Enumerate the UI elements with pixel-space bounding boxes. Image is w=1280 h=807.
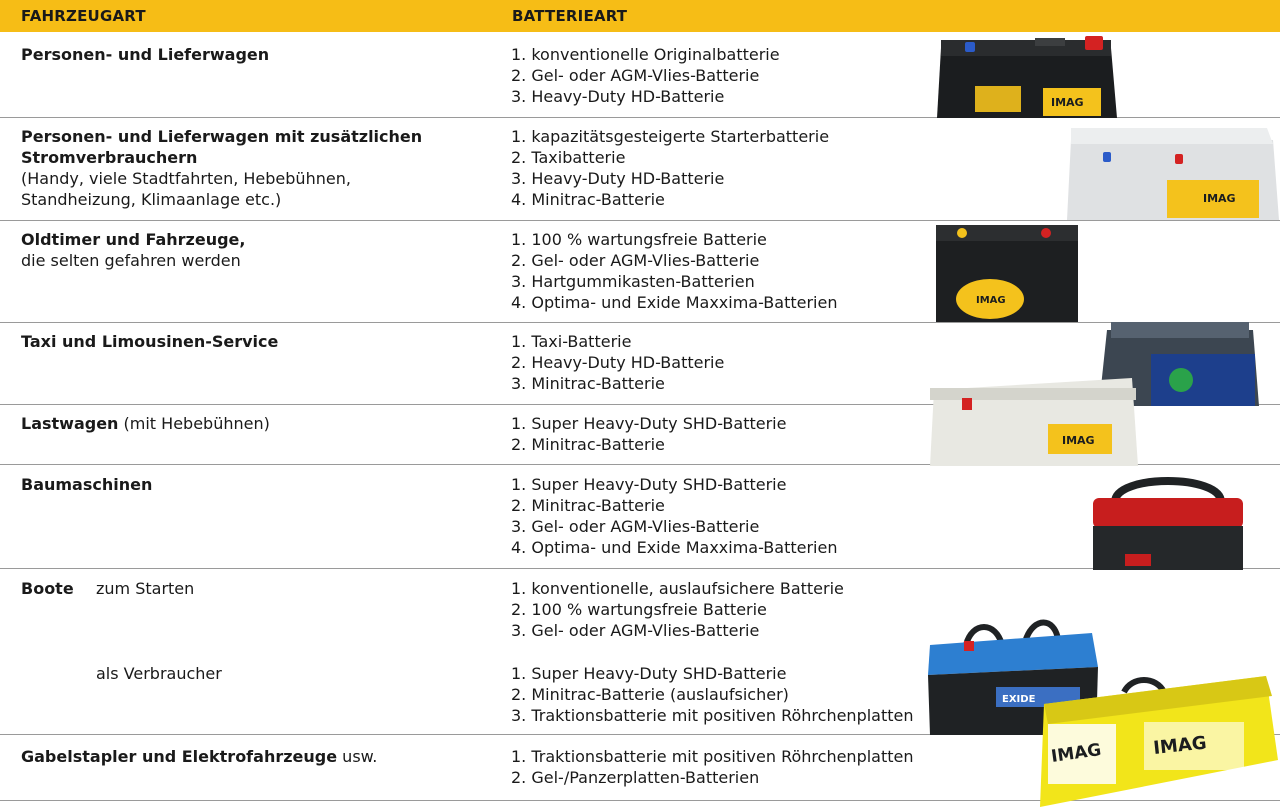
list-item: 4. Optima- und Exide Maxxima-Batterien xyxy=(511,293,838,312)
list-item: 1. Taxi-Batterie xyxy=(511,332,632,351)
table-header xyxy=(0,0,1280,32)
battery-type-cell xyxy=(511,44,780,107)
row-subcategory: zum Starten xyxy=(96,579,195,598)
battery-type-cell xyxy=(511,413,786,455)
row-description: Standheizung, Klimaanlage etc.) xyxy=(21,190,282,209)
car-battery-image xyxy=(935,30,1120,118)
list-item: 3. Heavy-Duty HD-Batterie xyxy=(511,169,725,188)
list-item: 2. Minitrac-Batterie (auslaufsicher) xyxy=(511,685,789,704)
battery-type-cell xyxy=(511,474,837,558)
list-item: 1. Super Heavy-Duty SHD-Batterie xyxy=(511,414,787,433)
list-item: 2. Taxibatterie xyxy=(511,148,626,167)
brand-logo: IMAG xyxy=(1203,192,1236,205)
list-item: 1. kapazitätsgesteigerte Starterbatterie xyxy=(511,127,830,146)
vehicle-type-cell xyxy=(21,578,491,599)
row-title: Stromverbrauchern xyxy=(21,148,198,167)
vehicle-type-cell xyxy=(21,331,491,352)
brand-logo: IMAG xyxy=(1051,96,1084,109)
list-item: 2. Gel- oder AGM-Vlies-Batterie xyxy=(511,251,760,270)
list-item: 2. Minitrac-Batterie xyxy=(511,435,665,454)
car-battery-image xyxy=(1067,118,1280,220)
row-title: Personen- und Lieferwagen mit zusätzlichen xyxy=(21,127,423,146)
list-item: 1. Traktionsbatterie mit positiven Röhrchenplatten xyxy=(511,747,914,766)
vehicle-type-cell xyxy=(21,126,491,210)
optima-battery-image xyxy=(1085,468,1250,570)
list-item: 3. Gel- oder AGM-Vlies-Batterie xyxy=(511,517,760,536)
row-title: Personen- und Lieferwagen xyxy=(21,45,270,64)
list-item: 3. Heavy-Duty HD-Batterie xyxy=(511,87,725,106)
battery-type-cell xyxy=(511,229,837,313)
row-subcategory: als Verbraucher xyxy=(96,664,222,683)
list-item: 3. Gel- oder AGM-Vlies-Batterie xyxy=(511,621,760,640)
list-item: 4. Optima- und Exide Maxxima-Batterien xyxy=(511,538,838,557)
vehicle-type-cell xyxy=(21,44,491,65)
row-title: Gabelstapler und Elektrofahrzeuge xyxy=(21,747,338,766)
list-item: 2. Gel- oder AGM-Vlies-Batterie xyxy=(511,66,760,85)
brand-logo: IMAG xyxy=(1049,740,1103,767)
vehicle-type-cell xyxy=(21,229,491,271)
table-row xyxy=(0,221,1280,323)
list-item: 1. 100 % wartungsfreie Batterie xyxy=(511,230,767,249)
row-title-suffix: usw. xyxy=(342,747,378,766)
row-description: (Handy, viele Stadtfahrten, Hebebühnen, xyxy=(21,169,351,188)
list-item: 3. Traktionsbatterie mit positiven Röhrchenplatten xyxy=(511,706,914,725)
row-title: Lastwagen xyxy=(21,414,119,433)
list-item: 2. 100 % wartungsfreie Batterie xyxy=(511,600,767,619)
row-title: Oldtimer und Fahrzeuge, xyxy=(21,230,246,249)
list-item: 3. Minitrac-Batterie xyxy=(511,374,665,393)
truck-battery-image xyxy=(928,368,1140,466)
vehicle-type-cell xyxy=(21,474,491,495)
row-description: die selten gefahren werden xyxy=(21,251,241,270)
list-item: 3. Hartgummikasten-Batterien xyxy=(511,272,755,291)
battery-type-cell xyxy=(511,331,724,394)
list-item: 2. Heavy-Duty HD-Batterie xyxy=(511,353,725,372)
column-header-battery-type: BATTERIEART xyxy=(512,7,628,25)
brand-logo: IMAG xyxy=(1062,434,1095,447)
battery-type-cell xyxy=(511,746,914,788)
row-title-suffix: (mit Hebebühnen) xyxy=(123,414,270,433)
row-title: Taxi und Limousinen-Service xyxy=(21,332,279,351)
battery-type-cell xyxy=(511,578,844,641)
list-item: 2. Gel-/Panzerplatten-Batterien xyxy=(511,768,760,787)
list-item: 2. Minitrac-Batterie xyxy=(511,496,665,515)
vehicle-type-cell xyxy=(21,413,491,434)
battery-type-cell xyxy=(511,126,829,210)
oldtimer-battery-image xyxy=(934,221,1080,322)
column-header-vehicle-type: FAHRZEUGART xyxy=(21,7,146,25)
list-item: 4. Minitrac-Batterie xyxy=(511,190,665,209)
row-title: Boote xyxy=(21,579,74,598)
brand-logo: IMAG xyxy=(976,295,1006,306)
row-title: Baumaschinen xyxy=(21,475,153,494)
list-item: 1. konventionelle Originalbatterie xyxy=(511,45,780,64)
battery-type-cell xyxy=(511,663,914,726)
vehicle-type-cell xyxy=(21,746,491,767)
list-item: 1. Super Heavy-Duty SHD-Batterie xyxy=(511,664,787,683)
brand-logo: IMAG xyxy=(1152,732,1208,759)
brand-logo: EXIDE xyxy=(1002,694,1036,705)
traction-battery-image xyxy=(1036,670,1280,807)
list-item: 1. Super Heavy-Duty SHD-Batterie xyxy=(511,475,787,494)
list-item: 1. konventionelle, auslaufsichere Batterie xyxy=(511,579,844,598)
